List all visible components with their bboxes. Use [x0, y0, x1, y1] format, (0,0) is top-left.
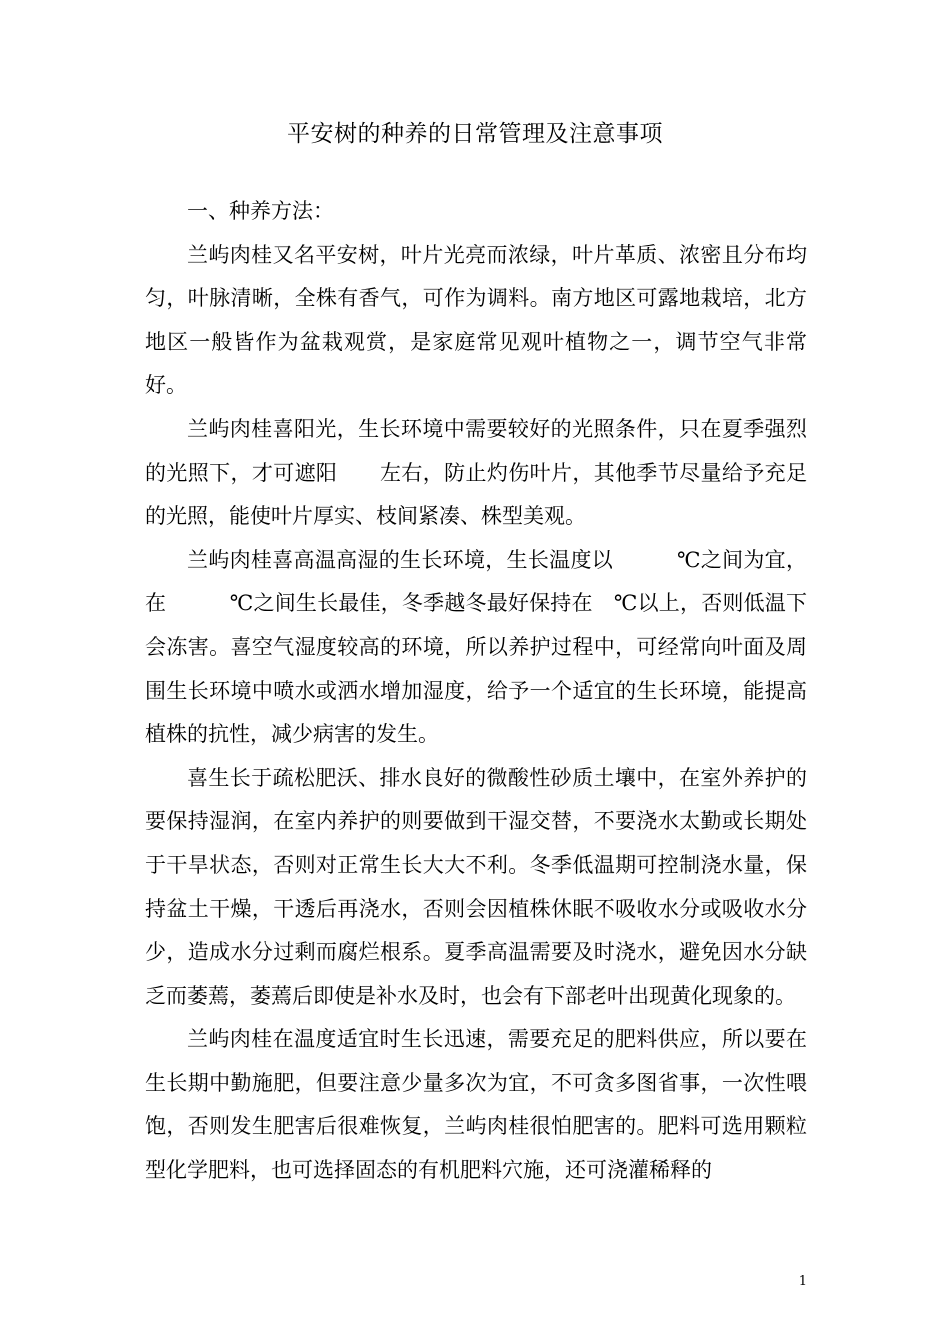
document-body [145, 190, 807, 1193]
paragraph-4: 喜生长于疏松肥沃、排水良好的微酸性砂质土壤中，在室外养护的要保持湿润，在室内养护的则要做到干湿交替，不要浇水太勤或长期处于干旱状态，否则对正常生长大大不利。冬季低温期可控制浇水量，保持盆土干燥，干透后再浇水，否则会因植株休眠不吸收水分或吸收水分少，造成水分过剩而腐烂根系。夏季高温需要及时浇水，避免因水分缺乏而萎蔫，萎蔫后即使是补水及时，也会有下部老叶出现黄化现象的。 [145, 765, 807, 1008]
document-title: 平安树的种养的日常管理及注意事项 [287, 121, 663, 147]
page-number: 1 [798, 1274, 807, 1289]
paragraph-5: 兰屿肉桂在温度适宜时生长迅速，需要充足的肥料供应，所以要在生长期中勤施肥，但要注意少量多次为宜，不可贪多图省事，一次性喂饱，否则发生肥害后很难恢复，兰屿肉桂很怕肥害的。肥料可选用颗粒型化学肥料，也可选择固态的有机肥料穴施，还可浇灌稀释的 [145, 1027, 807, 1183]
paragraph-3: 兰屿肉桂喜高温高湿的生长环境，生长温度以 ℃之间为宜，在 ℃之间生长最佳，冬季越冬最好保持在 ℃以上，否则低温下会冻害。喜空气湿度较高的环境，所以养护过程中，可经常向叶面及周围生长环境中喷水或洒水增加湿度，给予一个适宜的生长环境，能提高植株的抗性，减少病害的发生。 [145, 547, 807, 747]
section-heading: 一、种养方法： [187, 199, 334, 223]
paragraph-2: 兰屿肉桂喜阳光，生长环境中需要较好的光照条件，只在夏季强烈的光照下，才可遮阳 左右，防止灼伤叶片，其他季节尽量给予充足的光照，能使叶片厚实、枝间紧凑、株型美观。 [145, 416, 807, 529]
paragraph-1: 兰屿肉桂又名平安树，叶片光亮而浓绿，叶片革质、浓密且分布均匀，叶脉清晰，全株有香气，可作为调料。南方地区可露地栽培，北方地区一般皆作为盆栽观赏，是家庭常见观叶植物之一，调节空气非常好。 [145, 242, 807, 398]
